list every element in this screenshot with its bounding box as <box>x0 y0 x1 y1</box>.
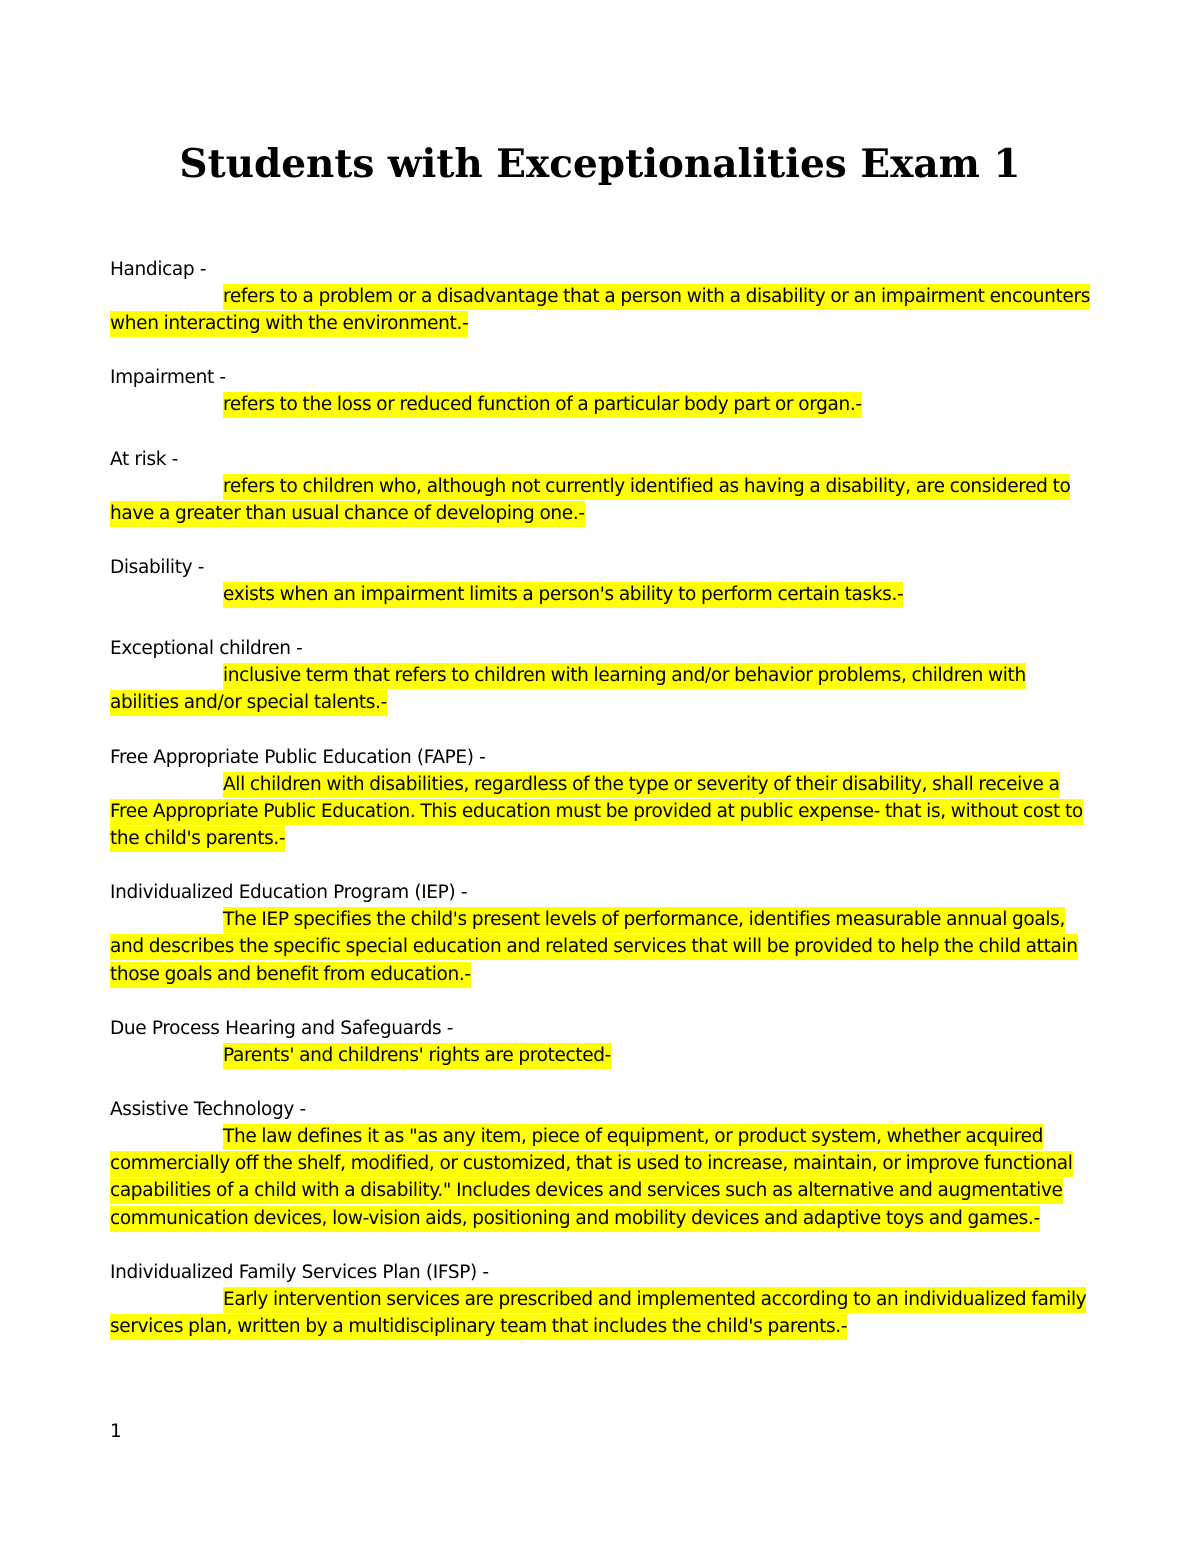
highlighted-definition-text: refers to the loss or reduced function of a particular body part or organ.- <box>223 392 862 418</box>
glossary-term: Individualized Family Services Plan (IFSP) - <box>110 1261 489 1283</box>
glossary-term: Free Appropriate Public Education (FAPE) - <box>110 746 486 768</box>
glossary-term: Impairment - <box>110 367 226 389</box>
glossary-definition <box>110 391 1090 418</box>
highlighted-definition-text: refers to a problem or a disadvantage that a person with a disability or an impairment encounters when interacting with the environment.- <box>110 284 1090 337</box>
highlighted-definition-text: The law defines it as "as any item, piece of equipment, or product system, whether acquired commercially off the shelf, modified, or customized, that is used to increase, maintain, or improve functional capabilities of a child with a disability." Includes devices and services such as alternative and augmentative communication devices, low-vision aids, positioning and mobility devices and adaptive toys and games.- <box>110 1124 1073 1232</box>
glossary-definition <box>110 581 1090 608</box>
glossary-entry <box>110 1015 1090 1069</box>
glossary-entry <box>110 635 1090 716</box>
glossary-term: Individualized Education Program (IEP) - <box>110 882 468 904</box>
glossary-entry <box>110 744 1090 853</box>
glossary-term: Disability - <box>110 557 205 579</box>
highlighted-definition-text: All children with disabilities, regardless of the type or severity of their disability, shall receive a Free Appropriate Public Education. This education must be provided at public expense- that is, without cost to the child's parents.- <box>110 772 1083 852</box>
glossary-term: Due Process Hearing and Safeguards - <box>110 1017 454 1039</box>
page-number: 1 <box>110 1421 122 1442</box>
highlighted-definition-text: The IEP specifies the child's present levels of performance, identifies measurable annual goals, and describes the specific special education and related services that will be provided to help the child attain those goals and benefit from education.- <box>110 907 1078 987</box>
glossary-entry <box>110 446 1090 527</box>
glossary-entry <box>110 1259 1090 1340</box>
glossary-term: At risk - <box>110 448 178 470</box>
glossary-definition <box>110 662 1090 716</box>
glossary-definition <box>110 906 1090 988</box>
glossary-term: Assistive Technology - <box>110 1099 306 1121</box>
glossary-entry <box>110 1096 1090 1232</box>
document-title: Students with Exceptionalities Exam 1 <box>179 141 1021 187</box>
glossary-entry <box>110 364 1090 418</box>
highlighted-definition-text: Parents' and childrens' rights are protected- <box>223 1043 611 1069</box>
glossary-term: Exceptional children - <box>110 638 303 660</box>
glossary-definition <box>110 1042 1090 1069</box>
highlighted-definition-text: refers to children who, although not currently identified as having a disability, are considered to have a greater than usual chance of developing one.- <box>110 474 1070 527</box>
glossary-list <box>110 256 1090 1367</box>
glossary-definition <box>110 1123 1090 1232</box>
glossary-definition <box>110 1286 1090 1340</box>
glossary-definition <box>110 473 1090 527</box>
glossary-definition <box>110 283 1090 337</box>
highlighted-definition-text: Early intervention services are prescribed and implemented according to an individualized family services plan, written by a multidisciplinary team that includes the child's parents.- <box>110 1287 1086 1340</box>
glossary-entry <box>110 879 1090 988</box>
glossary-entry <box>110 256 1090 337</box>
highlighted-definition-text: exists when an impairment limits a person's ability to perform certain tasks.- <box>223 582 903 608</box>
glossary-definition <box>110 771 1090 853</box>
highlighted-definition-text: inclusive term that refers to children with learning and/or behavior problems, children with abilities and/or special talents.- <box>110 663 1026 716</box>
glossary-entry <box>110 554 1090 608</box>
glossary-term: Handicap - <box>110 259 207 280</box>
